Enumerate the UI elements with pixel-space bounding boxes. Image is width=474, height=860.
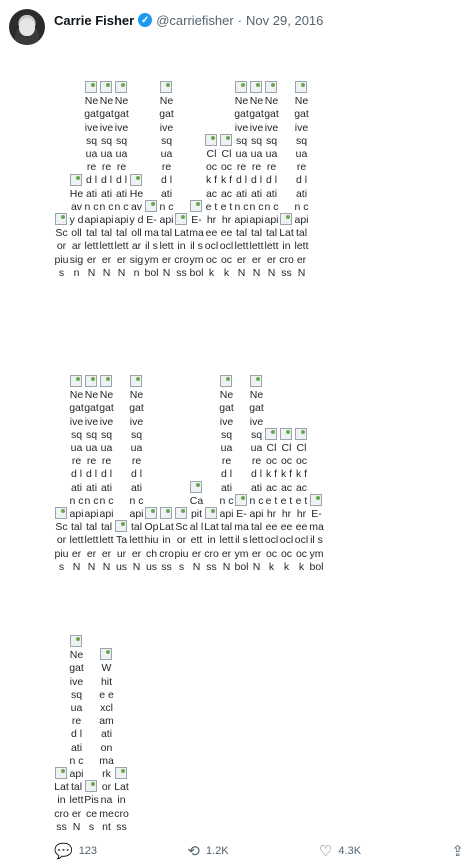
broken-image-icon	[220, 134, 232, 146]
broken-emoji-image: Clock face three oclock	[219, 134, 234, 280]
author-handle[interactable]: @carriefisher	[156, 12, 234, 28]
broken-image-icon	[175, 213, 187, 225]
tweet-actions	[54, 842, 464, 860]
separator-dot: ·	[237, 12, 243, 28]
broken-emoji-image: Negative squared latin capital letter N	[294, 81, 309, 280]
broken-image-icon	[85, 81, 97, 93]
broken-emoji-image: Negative squared latin capital letter N	[84, 375, 99, 574]
broken-emoji-image: E-mail symbol	[144, 200, 159, 280]
broken-emoji-image: Latin cross	[279, 213, 294, 280]
tweet-body	[54, 24, 462, 834]
broken-emoji-image: Negative squared latin capital letter N	[84, 81, 99, 280]
broken-image-icon	[70, 174, 82, 186]
broken-image-icon	[145, 200, 157, 212]
broken-emoji-image: Latin cross	[114, 767, 129, 834]
like-count: 4.3K	[338, 845, 362, 857]
broken-emoji-image: Negative squared latin capital letter N	[99, 375, 114, 574]
broken-image-icon	[55, 213, 67, 225]
broken-image-icon	[160, 507, 172, 519]
heart-icon: ♡	[318, 842, 333, 860]
broken-image-icon	[265, 81, 277, 93]
broken-emoji-image: White exclamation mark ornament	[99, 648, 114, 834]
broken-emoji-image: E-mail symbol	[189, 200, 204, 280]
broken-image-icon	[130, 375, 142, 387]
broken-emoji-image: Scorpius	[54, 213, 69, 280]
broken-emoji-image: Negative squared latin capital letter N	[69, 375, 84, 574]
broken-image-icon	[220, 375, 232, 387]
broken-image-icon	[160, 81, 172, 93]
tweet-date[interactable]: Nov 29, 2016	[246, 12, 324, 28]
broken-image-icon	[85, 375, 97, 387]
broken-image-icon	[70, 375, 82, 387]
broken-image-icon	[235, 494, 247, 506]
broken-image-icon	[250, 375, 262, 387]
broken-image-icon	[55, 767, 67, 779]
broken-image-icon	[295, 81, 307, 93]
retweet-button[interactable]	[187, 844, 228, 859]
broken-image-icon	[175, 507, 187, 519]
broken-image-icon	[115, 767, 127, 779]
broken-image-icon	[70, 635, 82, 647]
verified-badge-icon: ✓	[138, 13, 152, 27]
broken-emoji-image: Negative squared latin capital letter N	[249, 375, 264, 574]
broken-emoji-image: Taurus	[114, 520, 129, 574]
broken-emoji-image: Capital letter N	[189, 481, 204, 574]
broken-emoji-image: Heavy dollar sign	[69, 174, 84, 280]
broken-image-icon	[280, 428, 292, 440]
reply-count: 123	[78, 845, 98, 857]
emoji-row	[54, 294, 462, 574]
emoji-row	[54, 24, 462, 280]
broken-emoji-image: Clock face three oclock	[279, 428, 294, 574]
broken-emoji-image: Negative squared latin capital letter N	[99, 81, 114, 280]
broken-image-icon	[205, 507, 217, 519]
broken-image-icon	[115, 520, 127, 532]
broken-image-icon	[100, 648, 112, 660]
broken-emoji-image: Negative squared latin capital letter N	[114, 81, 129, 280]
broken-image-icon	[115, 81, 127, 93]
broken-emoji-image: Scorpius	[54, 507, 69, 574]
broken-image-icon	[310, 494, 322, 506]
broken-emoji-image: Ophiuchus	[144, 507, 159, 574]
broken-image-icon	[145, 507, 157, 519]
broken-emoji-image: Clock face three oclock	[264, 428, 279, 574]
broken-emoji-image: Negative squared latin capital letter N	[69, 635, 84, 834]
share-button[interactable]	[451, 844, 464, 859]
broken-image-icon	[85, 780, 97, 792]
broken-emoji-image: Negative squared latin capital letter N	[249, 81, 264, 280]
broken-image-icon	[235, 81, 247, 93]
reply-button[interactable]	[54, 844, 97, 859]
broken-emoji-image: Clock face three oclock	[204, 134, 219, 280]
broken-image-icon	[295, 428, 307, 440]
broken-emoji-image: Heavy dollar sign	[129, 174, 144, 280]
broken-image-icon	[190, 200, 202, 212]
broken-image-icon	[265, 428, 277, 440]
broken-emoji-image: Negative squared latin capital letter N	[129, 375, 144, 574]
broken-emoji-image: Negative squared latin capital letter N	[159, 81, 174, 280]
reply-icon: 💬	[54, 842, 73, 860]
broken-image-icon	[100, 81, 112, 93]
broken-image-icon	[205, 134, 217, 146]
broken-emoji-image: Pisces	[84, 780, 99, 834]
broken-image-icon	[130, 174, 142, 186]
broken-emoji-image: Negative squared latin capital letter N	[219, 375, 234, 574]
broken-emoji-image: E-mail symbol	[309, 494, 324, 574]
broken-emoji-image: Scorpius	[174, 507, 189, 574]
broken-image-icon	[190, 481, 202, 493]
broken-image-icon	[280, 213, 292, 225]
retweet-icon: ⟲	[187, 842, 200, 860]
broken-emoji-image: E-mail symbol	[234, 494, 249, 574]
broken-emoji-image: Negative squared latin capital letter N	[234, 81, 249, 280]
broken-emoji-image: Latin cross	[204, 507, 219, 574]
like-button[interactable]	[319, 844, 361, 859]
broken-image-icon	[250, 81, 262, 93]
broken-image-icon	[100, 375, 112, 387]
broken-emoji-image: Clock face three oclock	[294, 428, 309, 574]
broken-image-icon	[55, 507, 67, 519]
avatar[interactable]	[9, 9, 45, 45]
author-name[interactable]: Carrie Fisher	[54, 12, 135, 28]
broken-emoji-image: Latin cross	[159, 507, 174, 574]
emoji-row	[54, 564, 462, 834]
broken-emoji-image: Negative squared latin capital letter N	[264, 81, 279, 280]
retweet-count: 1.2K	[205, 845, 229, 857]
broken-emoji-image: Latin cross	[174, 213, 189, 280]
broken-emoji-image: Latin cross	[54, 767, 69, 834]
share-icon: ⇪	[451, 842, 464, 860]
